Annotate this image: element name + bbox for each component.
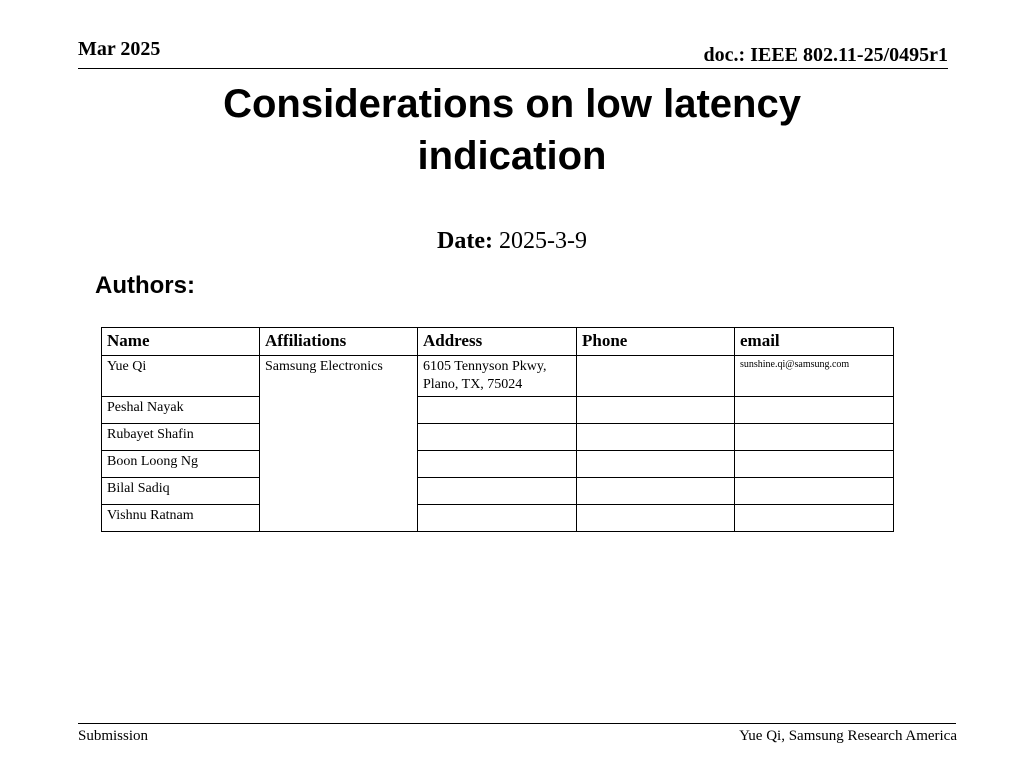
author-phone: [577, 478, 735, 505]
author-email: [735, 424, 894, 451]
authors-table: [101, 327, 894, 532]
author-email: [735, 451, 894, 478]
column-header-affiliations: Affiliations: [260, 328, 418, 356]
author-name: Boon Loong Ng: [102, 451, 260, 478]
author-email: [735, 478, 894, 505]
author-name: Rubayet Shafin: [102, 424, 260, 451]
author-phone: [577, 451, 735, 478]
author-phone: [577, 356, 735, 397]
column-header-name: Name: [102, 328, 260, 356]
header-doc-id: doc.: IEEE 802.11-25/0495r1: [703, 44, 948, 66]
column-header-address: Address: [418, 328, 577, 356]
table-row: [102, 478, 894, 505]
column-header-phone: Phone: [577, 328, 735, 356]
author-address: [418, 397, 577, 424]
author-name: Peshal Nayak: [102, 397, 260, 424]
date-line: [0, 228, 1024, 255]
header-date: Mar 2025: [78, 38, 161, 60]
author-name: Bilal Sadiq: [102, 478, 260, 505]
footer-author: Yue Qi, Samsung Research America: [739, 728, 957, 744]
author-address: [418, 424, 577, 451]
author-email: [735, 397, 894, 424]
footer-divider: [78, 723, 956, 724]
table-row: [102, 424, 894, 451]
author-address: 6105 Tennyson Pkwy, Plano, TX, 75024: [418, 356, 577, 397]
author-phone: [577, 505, 735, 532]
author-name: Yue Qi: [102, 356, 260, 397]
date-label: Date:: [437, 228, 493, 254]
slide-title: Considerations on low latency indication: [223, 82, 801, 178]
author-affiliation: Samsung Electronics: [260, 356, 418, 532]
author-email: sunshine.qi@samsung.com: [735, 356, 894, 397]
author-name: Vishnu Ratnam: [102, 505, 260, 532]
table-row: [102, 505, 894, 532]
author-phone: [577, 424, 735, 451]
table-header-row: [102, 328, 894, 356]
footer-submission: Submission: [78, 728, 149, 744]
column-header-email: email: [735, 328, 894, 356]
header-divider: [78, 68, 948, 69]
author-email: [735, 505, 894, 532]
table-row: [102, 397, 894, 424]
table-row: [102, 451, 894, 478]
author-address: [418, 451, 577, 478]
table-row: [102, 356, 894, 397]
author-address: [418, 505, 577, 532]
author-address: [418, 478, 577, 505]
author-phone: [577, 397, 735, 424]
authors-label: Authors:: [95, 272, 195, 299]
date-value: 2025-3-9: [498, 228, 587, 254]
